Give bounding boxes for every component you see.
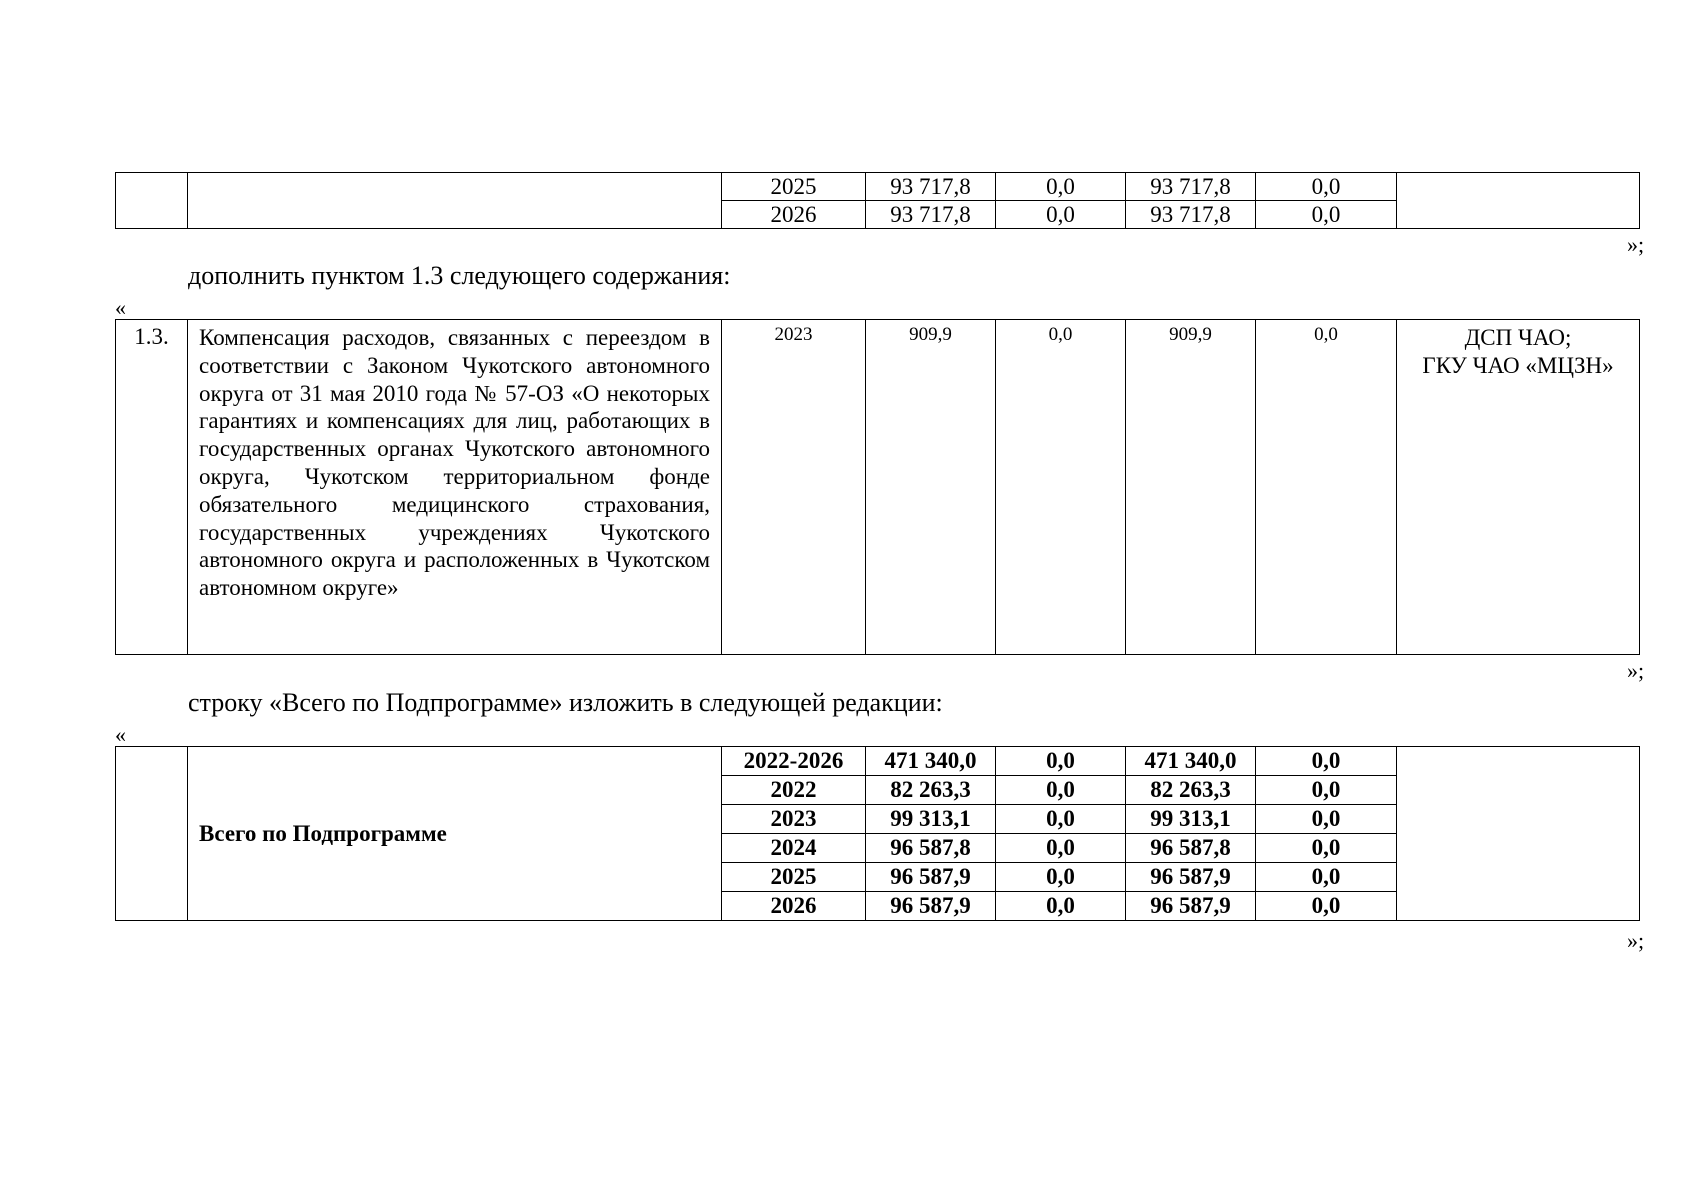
- cell-year: 2022: [722, 776, 866, 805]
- cell-total: 96 587,8: [866, 834, 996, 863]
- cell-regional: 96 587,9: [1126, 863, 1256, 892]
- amendment-paragraph: строку «Всего по Подпрограмме» изложить в следующей редакции:: [188, 688, 943, 717]
- cell-total: 99 313,1: [866, 805, 996, 834]
- cell-other: 0,0: [1256, 834, 1397, 863]
- table-row: [116, 173, 1640, 201]
- closing-quote: »;: [1627, 928, 1645, 953]
- cell-regional: 99 313,1: [1126, 805, 1256, 834]
- table-row: [116, 747, 1640, 776]
- cell-federal: 0,0: [996, 747, 1126, 776]
- cell-year: 2022-2026: [722, 747, 866, 776]
- cell-total: 82 263,3: [866, 776, 996, 805]
- cell-total: 96 587,9: [866, 892, 996, 921]
- cell-federal: 0,0: [996, 863, 1126, 892]
- cell-federal: 0,0: [996, 201, 1126, 229]
- cell-year: 2025: [722, 863, 866, 892]
- table-row: [116, 320, 1640, 655]
- cell-total: 471 340,0: [866, 747, 996, 776]
- opening-quote: «: [115, 295, 126, 320]
- cell-executor: [1397, 747, 1640, 921]
- cell-year: 2023: [722, 320, 866, 655]
- cell-year: 2024: [722, 834, 866, 863]
- cell-year: 2026: [722, 892, 866, 921]
- executor-line: ГКУ ЧАО «МЦЗН»: [1422, 353, 1614, 378]
- cell-total: 96 587,9: [866, 863, 996, 892]
- cell-executor: [1397, 320, 1640, 655]
- cell-total: 909,9: [866, 320, 996, 655]
- cell-federal: 0,0: [996, 320, 1126, 655]
- table-top-fragment: [115, 172, 1640, 229]
- total-label: Всего по Подпрограмме: [188, 747, 722, 921]
- cell-regional: 96 587,9: [1126, 892, 1256, 921]
- cell-year: 2025: [722, 173, 866, 201]
- cell-federal: 0,0: [996, 776, 1126, 805]
- executor-line: ДСП ЧАО;: [1464, 325, 1572, 350]
- cell-federal: 0,0: [996, 834, 1126, 863]
- closing-quote: »;: [1627, 232, 1645, 257]
- cell-other: 0,0: [1256, 320, 1397, 655]
- cell-other: 0,0: [1256, 201, 1397, 229]
- cell-executor: [1397, 173, 1640, 229]
- cell-regional: 909,9: [1126, 320, 1256, 655]
- table-item-1-3: [115, 319, 1640, 655]
- cell-description: [188, 173, 722, 229]
- cell-federal: 0,0: [996, 892, 1126, 921]
- cell-regional: 82 263,3: [1126, 776, 1256, 805]
- cell-total: 93 717,8: [866, 201, 996, 229]
- closing-quote: »;: [1627, 658, 1645, 683]
- cell-regional: 93 717,8: [1126, 173, 1256, 201]
- table-subprogram-total: [115, 746, 1640, 921]
- cell-regional: 96 587,8: [1126, 834, 1256, 863]
- cell-total: 93 717,8: [866, 173, 996, 201]
- cell-other: 0,0: [1256, 805, 1397, 834]
- cell-other: 0,0: [1256, 892, 1397, 921]
- cell-federal: 0,0: [996, 173, 1126, 201]
- cell-other: 0,0: [1256, 747, 1397, 776]
- item-description: Компенсация расходов, связанных с переездом в соответствии с Законом Чукотского автономного округа от 31 мая 2010 года № 57-ОЗ «О некоторых гарантиях и компенсациях для лиц, работающих в государственных органах Чукотского автономного округа, Чукотском территориальном фонде обязательного медицинского страхования, государственных учреждениях Чукотского автономного округа и расположенных в Чукотском автономном округе»: [188, 320, 722, 655]
- cell-federal: 0,0: [996, 805, 1126, 834]
- cell-year: 2026: [722, 201, 866, 229]
- cell-year: 2023: [722, 805, 866, 834]
- cell-other: 0,0: [1256, 776, 1397, 805]
- cell-regional: 93 717,8: [1126, 201, 1256, 229]
- cell-other: 0,0: [1256, 863, 1397, 892]
- cell-number: [116, 173, 188, 229]
- cell-other: 0,0: [1256, 173, 1397, 201]
- cell-number: [116, 747, 188, 921]
- opening-quote: «: [115, 722, 126, 747]
- cell-regional: 471 340,0: [1126, 747, 1256, 776]
- amendment-paragraph: дополнить пунктом 1.3 следующего содержания:: [188, 261, 731, 290]
- item-number: 1.3.: [116, 320, 188, 655]
